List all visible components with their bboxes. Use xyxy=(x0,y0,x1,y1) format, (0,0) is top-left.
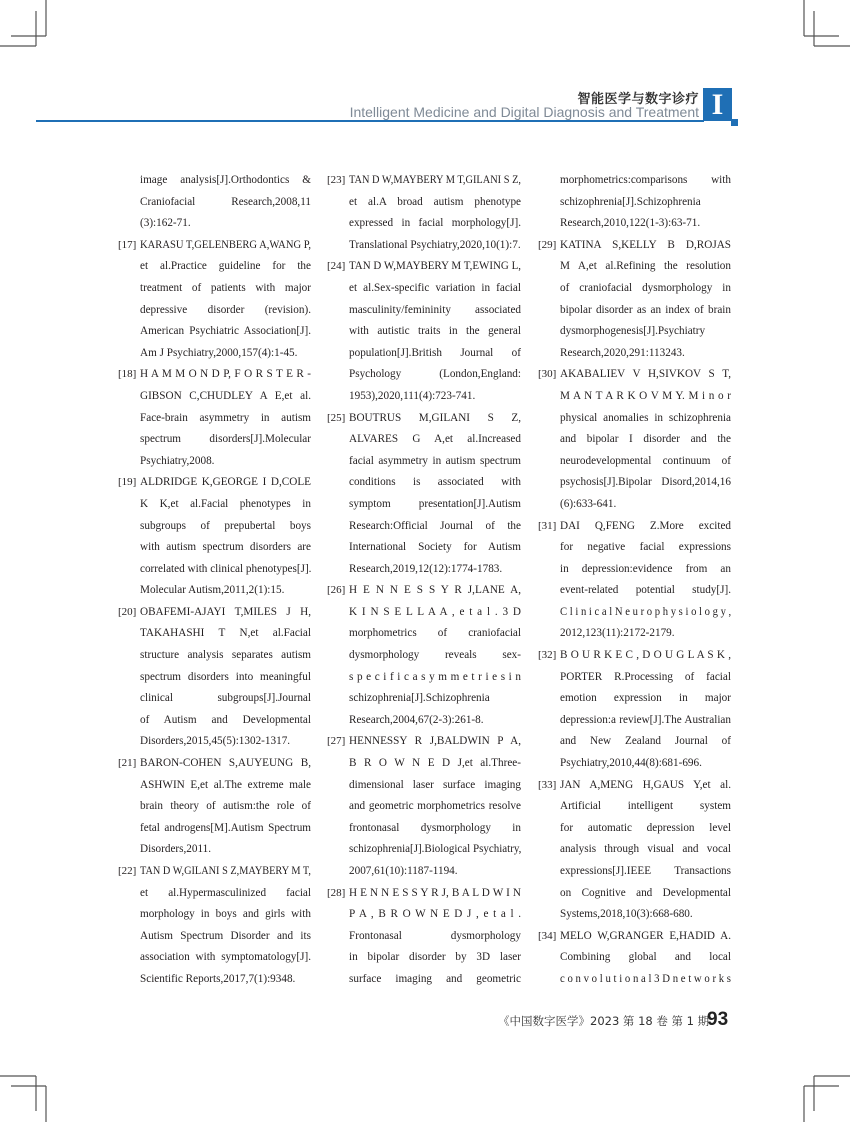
reference-line: depression:a review[J].The Australian xyxy=(560,713,731,726)
reference-line: TAN D W,GILANI S Z,MAYBERY M T, xyxy=(140,865,311,877)
reference-item xyxy=(327,731,522,882)
reference-number: [20] xyxy=(118,605,137,618)
reference-line: spectrum disorders into meaningful xyxy=(140,670,311,683)
reference-line: AKABALIEV V H,SIVKOV S T, xyxy=(560,368,731,381)
reference-line: neurodevelopmental continuum of xyxy=(560,454,731,467)
header-rule xyxy=(36,120,704,122)
reference-line: conditions is associated with xyxy=(349,476,521,489)
reference-line: OBAFEMI-AJAYI T,MILES J H, xyxy=(140,605,311,618)
reference-line: 2007,61(10):1187-1194. xyxy=(349,865,458,877)
reference-line: International Society for Autism xyxy=(349,541,521,554)
reference-line: clinical subgroups[J].Journal xyxy=(140,692,311,705)
reference-line: Research,2020,291:113243. xyxy=(560,346,685,359)
reference-line: K K,et al.Facial phenotypes in xyxy=(140,497,311,510)
reference-item xyxy=(118,861,311,991)
reference-number: [34] xyxy=(538,929,557,942)
reference-line: BOUTRUS M,GILANI S Z, xyxy=(349,411,521,424)
reference-line: and geometric morphometrics resolve xyxy=(349,800,521,813)
reference-line: on Cognitive and Developmental xyxy=(560,886,731,899)
reference-line: B O U R K E C , D O U G L A S K , xyxy=(560,649,731,662)
reference-line: psychosis[J].Bipolar Disord,2014,16 xyxy=(560,476,731,489)
reference-line: P A , B R O W N E D J , e t a l . xyxy=(349,908,521,921)
reference-line: TAKAHASHI T N,et al.Facial xyxy=(140,627,311,640)
reference-line: H A M M O N D P, F O R S T E R - xyxy=(140,368,311,381)
reference-line: dysmorphogenesis[J].Psychiatry xyxy=(560,325,706,338)
reference-item xyxy=(538,645,731,775)
reference-line: Frontonasal dysmorphology xyxy=(349,929,521,942)
reference-item xyxy=(118,364,311,472)
reference-item xyxy=(560,170,731,235)
reference-number: [19] xyxy=(118,476,137,489)
reference-line: Face-brain asymmetry in autism xyxy=(140,411,311,424)
reference-line: JAN A,MENG H,GAUS Y,et al. xyxy=(560,778,731,791)
reference-line: expressed in facial morphology[J]. xyxy=(349,217,521,230)
section-badge: I xyxy=(703,88,732,121)
reference-line: event-related potential study[J]. xyxy=(560,584,731,597)
reference-line: schizophrenia[J].Biological Psychiatry, xyxy=(349,843,522,856)
reference-line: expressions[J].IEEE Transactions xyxy=(560,865,731,877)
reference-line: Research,2004,67(2-3):261-8. xyxy=(349,713,484,726)
reference-line: dysmorphology reveals sex- xyxy=(349,649,521,662)
reference-line: Am J Psychiatry,2000,157(4):1-45. xyxy=(140,346,298,359)
reference-item xyxy=(327,256,521,407)
reference-line: ALVARES G A,et al.Increased xyxy=(349,433,521,446)
reference-number: [27] xyxy=(327,735,346,748)
reference-line: HENNESSY R J,BALDWIN P A, xyxy=(349,735,521,748)
reference-line: H E N N E S S Y R J,LANE A, xyxy=(349,584,521,597)
reference-line: H E N N E S S Y R J, B A L D W I N xyxy=(349,886,521,899)
reference-line: treatment of patients with major xyxy=(140,281,311,294)
reference-line: Molecular Autism,2011,2(1):15. xyxy=(140,584,285,597)
reference-line: symptom presentation[J].Autism xyxy=(349,497,521,510)
section-badge-square xyxy=(731,119,738,126)
reference-line: 2012,123(11):2172-2179. xyxy=(560,627,675,640)
reference-line: bipolar disorder as an index of brain xyxy=(560,303,731,316)
reference-line: PORTER R.Processing of facial xyxy=(560,670,731,683)
reference-line: Translational Psychiatry,2020,10(1):7. xyxy=(349,238,521,251)
header-title-cn: 智能医学与数字诊疗 xyxy=(577,92,699,107)
reference-line: depressive disorder (revision). xyxy=(140,303,311,316)
reference-line: structure analysis separates autism xyxy=(140,649,311,662)
reference-line: Research:Official Journal of the xyxy=(349,519,521,532)
reference-line: for negative facial expressions xyxy=(560,541,731,554)
reference-line: Systems,2018,10(3):668-680. xyxy=(560,908,693,921)
reference-line: image analysis[J].Orthodontics & xyxy=(140,174,311,186)
reference-item xyxy=(327,883,521,991)
journal-issue: 《中国数字医学》2023 第 18 卷 第 1 期 xyxy=(498,1014,710,1028)
reference-line: et al.A broad autism phenotype xyxy=(349,195,521,208)
reference-number: [25] xyxy=(327,411,346,424)
reference-line: s p e c i f i c a s y m m e t r i e s i n xyxy=(349,670,521,683)
reference-line: Scientific Reports,2017,7(1):9348. xyxy=(140,972,296,985)
reference-item xyxy=(118,602,311,753)
reference-line: MELO W,GRANGER E,HADID A. xyxy=(560,929,731,942)
reference-item xyxy=(538,516,732,646)
reference-line: Autism Spectrum Disorder and its xyxy=(140,929,311,942)
reference-number: [24] xyxy=(327,260,346,273)
reference-line: brain theory of autism:the role of xyxy=(140,800,311,813)
reference-line: in depression:evidence from an xyxy=(560,562,731,575)
reference-item xyxy=(118,753,311,861)
reference-number: [30] xyxy=(538,368,557,381)
reference-line: Research,2019,12(12):1774-1783. xyxy=(349,562,503,575)
references-column-1 xyxy=(118,170,312,991)
reference-line: 1953),2020,111(4):723-741. xyxy=(349,389,476,402)
reference-number: [17] xyxy=(118,238,137,251)
reference-line: American Psychiatric Association[J]. xyxy=(140,325,311,338)
reference-line: association with symptomatology[J]. xyxy=(140,951,311,964)
reference-item xyxy=(118,235,312,365)
reference-line: KATINA S,KELLY B D,ROJAS xyxy=(560,238,731,251)
reference-line: schizophrenia[J].Schizophrenia xyxy=(349,692,490,705)
reference-line: Disorders,2015,45(5):1302-1317. xyxy=(140,735,291,748)
reference-number: [26] xyxy=(327,584,346,597)
reference-line: for automatic depression level xyxy=(560,821,731,834)
reference-line: KARASU T,GELENBERG A,WANG P, xyxy=(140,238,312,251)
reference-line: Disorders,2011. xyxy=(140,843,212,856)
reference-number: [33] xyxy=(538,778,557,791)
reference-line: TAN D W,MAYBERY M T,GILANI S Z, xyxy=(349,174,521,186)
reference-number: [29] xyxy=(538,238,557,251)
reference-number: [32] xyxy=(538,649,557,662)
reference-line: morphometrics of craniofacial xyxy=(349,627,521,640)
reference-line: physical anomalies in schizophrenia xyxy=(560,411,731,424)
reference-line: Psychology (London,England: xyxy=(349,368,521,381)
reference-line: with autism spectrum disorders are xyxy=(140,541,311,554)
reference-line: c o n v o l u t i o n a l 3 D n e t w o r k s xyxy=(560,972,731,985)
reference-line: Craniofacial Research,2008,11 xyxy=(140,195,311,208)
reference-number: [23] xyxy=(327,174,346,186)
reference-line: morphometrics:comparisons with xyxy=(560,174,731,186)
reference-line: C l i n i c a l N e u r o p h y s i o l o g y , xyxy=(560,605,732,618)
reference-line: et al.Sex-specific variation in facial xyxy=(349,281,521,294)
reference-line: GIBSON C,CHUDLEY A E,et al. xyxy=(140,389,311,402)
reference-line: frontonasal dysmorphology in xyxy=(349,821,521,834)
reference-item xyxy=(538,926,731,991)
reference-line: BARON-COHEN S,AUYEUNG B, xyxy=(140,757,311,770)
reference-line: and bipolar I disorder and the xyxy=(560,433,731,446)
reference-number: [22] xyxy=(118,865,137,877)
reference-line: subgroups of prepubertal boys xyxy=(140,519,311,532)
reference-item xyxy=(327,170,521,256)
reference-line: morphology in boys and girls with xyxy=(140,908,311,921)
references-column-3 xyxy=(538,170,732,991)
reference-line: in bipolar disorder by 3D laser xyxy=(349,951,521,964)
reference-line: B R O W N E D J,et al.Three- xyxy=(349,757,521,770)
reference-line: Psychiatry,2010,44(8):681-696. xyxy=(560,757,702,770)
reference-line: spectrum disorders[J].Molecular xyxy=(140,433,311,446)
reference-line: et al.Hypermasculinized facial xyxy=(140,886,311,899)
reference-line: ALDRIDGE K,GEORGE I D,COLE xyxy=(140,476,311,489)
reference-line: facial asymmetry in autism spectrum xyxy=(349,454,521,467)
reference-line: with autistic traits in the general xyxy=(349,325,521,338)
reference-line: schizophrenia[J].Schizophrenia xyxy=(560,195,701,208)
reference-line: M A N T A R K O V M Y. M i n o r xyxy=(560,389,731,402)
page-number: 93 xyxy=(707,1009,729,1030)
reference-line: K I N S E L L A A , e t a l . 3 D xyxy=(349,605,521,618)
reference-line: Research,2010,122(1-3):63-71. xyxy=(560,217,701,230)
reference-item xyxy=(327,408,521,581)
header-title-en: Intelligent Medicine and Digital Diagnosis and Treatment xyxy=(349,104,699,120)
reference-line: masculinity/femininity associated xyxy=(349,303,521,316)
reference-line: and New Zealand Journal of xyxy=(560,735,731,748)
reference-line: of Autism and Developmental xyxy=(140,713,311,726)
reference-item xyxy=(140,170,311,235)
reference-line: Psychiatry,2008. xyxy=(140,454,215,467)
reference-line: DAI Q,FENG Z.More excited xyxy=(560,519,731,532)
reference-line: emotion expression in major xyxy=(560,692,731,705)
reference-line: (6):633-641. xyxy=(560,497,617,510)
reference-item xyxy=(327,580,521,731)
reference-line: of craniofacial dysmorphology in xyxy=(560,281,731,294)
reference-item xyxy=(538,364,731,515)
reference-line: (3):162-71. xyxy=(140,217,191,230)
reference-item xyxy=(538,235,731,365)
reference-item xyxy=(118,472,312,602)
reference-number: [21] xyxy=(118,757,137,770)
reference-line: et al.Practice guideline for the xyxy=(140,260,311,273)
reference-line: correlated with clinical phenotypes[J]. xyxy=(140,562,312,575)
reference-line: surface imaging and geometric xyxy=(349,972,521,985)
reference-line: dimensional laser surface imaging xyxy=(349,778,521,791)
reference-number: [18] xyxy=(118,368,137,381)
reference-line: fetal androgens[M].Autism Spectrum xyxy=(140,821,311,834)
reference-line: analysis through visual and vocal xyxy=(560,843,731,856)
references-column-2 xyxy=(327,170,522,991)
reference-line: population[J].British Journal of xyxy=(349,346,521,359)
reference-line: Artificial intelligent system xyxy=(560,800,731,813)
reference-number: [31] xyxy=(538,519,557,532)
reference-number: [28] xyxy=(327,886,346,899)
reference-item xyxy=(538,775,731,926)
reference-line: M A,et al.Refining the resolution xyxy=(560,260,731,273)
reference-line: ASHWIN E,et al.The extreme male xyxy=(140,778,311,791)
reference-line: Combining global and local xyxy=(560,951,731,964)
reference-line: TAN D W,MAYBERY M T,EWING L, xyxy=(349,260,521,273)
